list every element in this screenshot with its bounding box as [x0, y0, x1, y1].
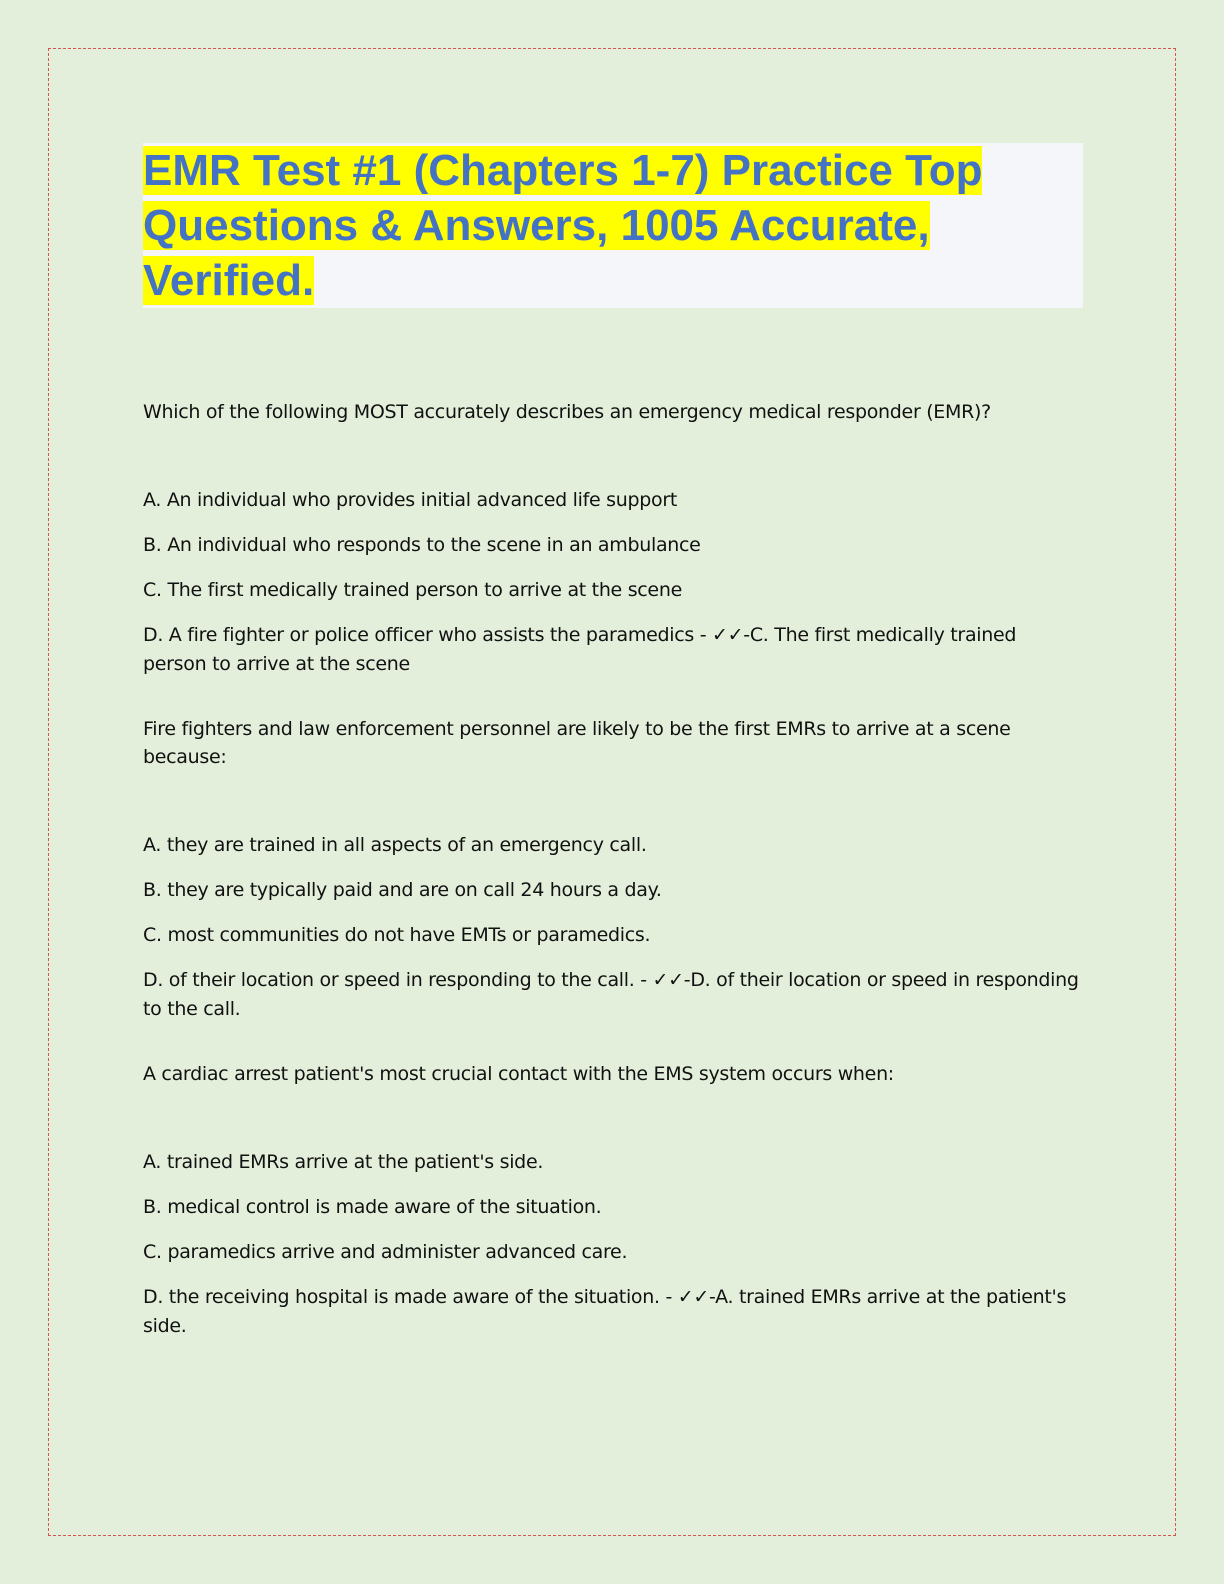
checkmark-icon: ✓✓	[652, 969, 684, 991]
option-a: A. they are trained in all aspects of an emergency call.	[143, 834, 647, 856]
option-c: C. most communities do not have EMTs or paramedics.	[143, 924, 651, 946]
option-d: D. A fire fighter or police officer who assists the paramedics -	[143, 624, 713, 646]
checkmark-icon: ✓✓	[712, 624, 744, 646]
question-list	[143, 398, 1083, 1341]
option-c: C. The first medically trained person to arrive at the scene	[143, 579, 682, 601]
question-text: Which of the following MOST accurately describes an emergency medical responder (EMR)?	[143, 401, 991, 423]
question-item	[143, 1060, 1083, 1341]
title-line-3: Verified.	[143, 256, 315, 305]
correct-answer: -C. The first medically trained person to arrive at the scene	[143, 624, 1017, 675]
answer-options	[143, 831, 1083, 1024]
correct-answer: -A. trained EMRs arrive at the patient's side.	[143, 1286, 1067, 1337]
title-line-1: EMR Test #1 (Chapters 1-7) Practice Top	[143, 146, 983, 195]
option-d: D. of their location or speed in responding to the call. -	[143, 969, 653, 991]
option-b: B. medical control is made aware of the situation.	[143, 1196, 602, 1218]
option-d-with-answer	[143, 966, 1083, 1024]
option-d: D. the receiving hospital is made aware of the situation. -	[143, 1286, 678, 1308]
question-text: Fire fighters and law enforcement personnel are likely to be the first EMRs to arrive at a scene because:	[143, 718, 1011, 768]
answer-options	[143, 486, 1083, 679]
option-b: B. they are typically paid and are on call 24 hours a day.	[143, 879, 662, 901]
title-block	[143, 143, 1083, 308]
correct-answer: -D. of their location or speed in responding to the call.	[143, 969, 1079, 1020]
answer-options	[143, 1148, 1083, 1341]
option-b: B. An individual who responds to the scene in an ambulance	[143, 534, 701, 556]
question-text: A cardiac arrest patient's most crucial contact with the EMS system occurs when:	[143, 1063, 894, 1085]
question-item	[143, 715, 1083, 1024]
option-d-with-answer	[143, 1283, 1083, 1341]
option-d-with-answer	[143, 621, 1083, 679]
option-a: A. trained EMRs arrive at the patient's side.	[143, 1151, 544, 1173]
checkmark-icon: ✓✓	[677, 1286, 710, 1308]
question-item	[143, 398, 1083, 679]
document-content	[143, 143, 1083, 1377]
title-line-2: Questions & Answers, 1005 Accurate,	[143, 201, 930, 250]
option-a: A. An individual who provides initial advanced life support	[143, 489, 677, 511]
document-title	[143, 143, 1083, 308]
option-c: C. paramedics arrive and administer advanced care.	[143, 1241, 628, 1263]
